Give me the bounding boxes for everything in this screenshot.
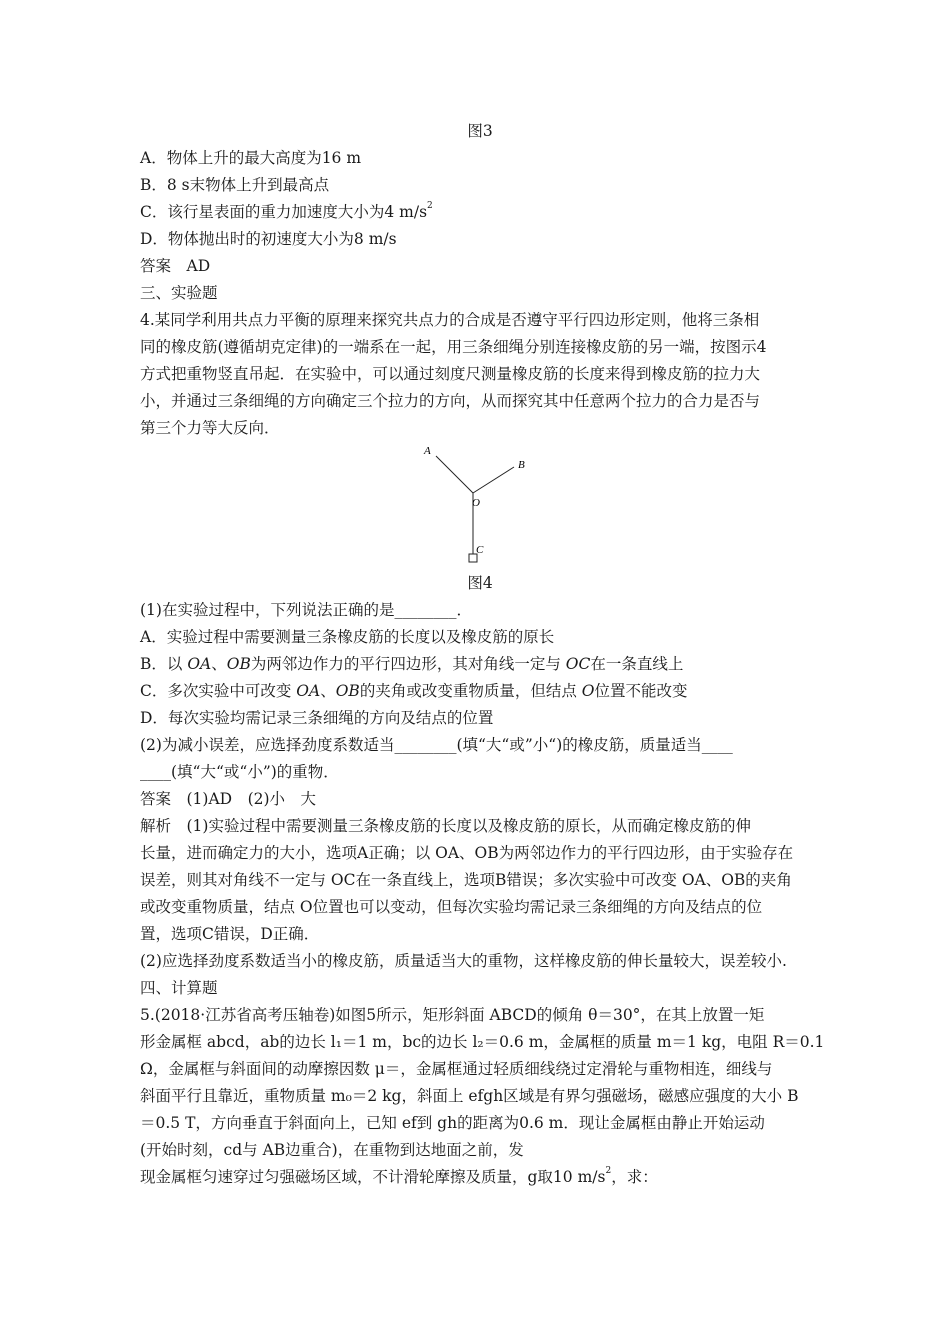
document-page bbox=[140, 118, 825, 1191]
q5-line-3: Ω，金属框与斜面间的动摩擦因数 μ＝，金属框通过轻质细线绕过定滑轮与重物相连，细线与 bbox=[140, 1060, 773, 1078]
label-b: B bbox=[518, 459, 525, 471]
figure-4-diagram bbox=[416, 442, 546, 570]
q4-analysis-line-4: 或改变重物质量，结点 O位置也可以变动，但每次实验均需记录三条细绳的方向及结点的位 bbox=[140, 898, 763, 916]
q5-line-5: ＝0.5 T，方向垂直于斜面向上，已知 ef到 gh的距离为0.6 m．现让金属框由静止开始运动 bbox=[140, 1114, 765, 1132]
q4-option-c-oa: OA bbox=[296, 682, 321, 700]
q4-analysis-line-5: 置，选项C错误，D正确． bbox=[140, 925, 320, 943]
q4-analysis-line-2: 长量，进而确定力的大小，选项A正确；以 OA、OB为两邻边作力的平行四边形，由于实验存在 bbox=[140, 844, 794, 862]
q5-line-1: 5.(2018·江苏省高考压轴卷)如图5所示，矩形斜面 ABCD的倾角 θ＝30°，在其上放置一矩 bbox=[140, 1006, 765, 1024]
q5-line-7-end: ，求： bbox=[611, 1168, 658, 1186]
q5-line-4: 斜面平行且靠近，重物质量 m₀＝2 kg，斜面上 efgh区域是有界匀强磁场，磁感应强度的大小 B bbox=[140, 1087, 799, 1105]
q3-option-c-superscript: 2 bbox=[427, 201, 433, 211]
q4-answer: 答案 (1)AD (2)小 大 bbox=[140, 790, 317, 808]
q4-option-c-text: 、 bbox=[320, 682, 336, 700]
q5-line-2: 形金属框 abcd，ab的边长 l₁＝1 m，bc的边长 l₂＝0.6 m，金属框的质量 m＝1 kg，电阻 R＝0.1 bbox=[140, 1033, 825, 1051]
q4-option-a: A．实验过程中需要测量三条橡皮筋的长度以及橡皮筋的原长 bbox=[140, 628, 555, 646]
q3-option-c-text: C．该行星表面的重力加速度大小为4 m/s bbox=[140, 203, 428, 221]
q3-answer: 答案 AD bbox=[140, 257, 211, 275]
q4-analysis-line-6: (2)应选择劲度系数适当小的橡皮筋，质量适当大的重物，这样橡皮筋的伸长量较大，误差较小. bbox=[140, 952, 787, 970]
q4-option-c-text: 位置不能改变 bbox=[594, 682, 688, 700]
string-oa bbox=[436, 456, 473, 493]
q4-option-c-ob: OB bbox=[335, 682, 360, 700]
q3-option-c bbox=[140, 199, 820, 226]
label-c: C bbox=[476, 544, 484, 556]
q4-stem-line-4: 小，并通过三条细绳的方向确定三个拉力的方向，从而探究其中任意两个拉力的合力是否与 bbox=[140, 392, 761, 410]
q4-analysis-line-1: 解析 (1)实验过程中需要测量三条橡皮筋的长度以及橡皮筋的原长，从而确定橡皮筋的伸 bbox=[140, 817, 751, 835]
figure-4-caption: 图4 bbox=[467, 574, 493, 592]
q4-option-b-text: 为两邻边作力的平行四边形，其对角线一定与 bbox=[250, 655, 566, 673]
section-3-title: 三、实验题 bbox=[140, 284, 218, 302]
q4-option-c bbox=[140, 678, 820, 705]
q4-stem-line-5: 第三个力等大反向． bbox=[140, 419, 280, 437]
q4-option-c-o: O bbox=[581, 682, 595, 700]
q4-option-b-oa: OA bbox=[187, 655, 212, 673]
q4-part-1: (1)在实验过程中，下列说法正确的是________． bbox=[140, 601, 472, 619]
q4-option-b-oc: OC bbox=[565, 655, 591, 673]
q4-option-b-text: 、 bbox=[211, 655, 227, 673]
label-a: A bbox=[424, 445, 431, 457]
q4-part-2-line-1: (2)为减小误差，应选择劲度系数适当________(填“大“或”小“)的橡皮筋，质量适当____ bbox=[140, 736, 733, 754]
string-ob bbox=[473, 467, 514, 493]
q4-stem-line-3: 方式把重物竖直吊起．在实验中，可以通过刻度尺测量橡皮筋的长度来得到橡皮筋的拉力大 bbox=[140, 365, 761, 383]
q5-line-6: (开始时刻，cd与 AB边重合)，在重物到达地面之前，发 bbox=[140, 1141, 524, 1159]
q4-option-b-text: 在一条直线上 bbox=[590, 655, 684, 673]
section-4-title: 四、计算题 bbox=[140, 979, 218, 997]
q4-option-c-text: 的夹角或改变重物质量，但结点 bbox=[359, 682, 582, 700]
label-o: O bbox=[472, 497, 480, 509]
q4-option-b-text: B．以 bbox=[140, 655, 188, 673]
figure-4 bbox=[140, 442, 820, 570]
q4-part-2-line-2: ____(填“大“或“小”)的重物． bbox=[140, 763, 339, 781]
q4-option-c-text: C．多次实验中可改变 bbox=[140, 682, 297, 700]
q5-line-7 bbox=[140, 1164, 820, 1191]
q5-line-7-superscript: 2 bbox=[605, 1166, 612, 1176]
q4-option-b bbox=[140, 651, 820, 678]
q4-option-d: D．每次实验均需记录三条细绳的方向及结点的位置 bbox=[140, 709, 494, 727]
q3-option-d: D．物体抛出时的初速度大小为8 m/s bbox=[140, 230, 397, 248]
q4-option-b-ob: OB bbox=[226, 655, 251, 673]
figure-3-caption: 图3 bbox=[467, 122, 493, 140]
q5-line-7-text: 现金属框匀速穿过匀强磁场区域，不计滑轮摩擦及质量，g取10 m/s bbox=[140, 1168, 606, 1186]
q4-stem-line-1: 4.某同学利用共点力平衡的原理来探究共点力的合成是否遵守平行四边形定则，他将三条相 bbox=[140, 311, 760, 329]
q3-option-b: B．8 s末物体上升到最高点 bbox=[140, 176, 330, 194]
q4-analysis-line-3: 误差，则其对角线不一定与 OC在一条直线上，选项B错误；多次实验中可改变 OA、OB的夹角 bbox=[140, 871, 792, 889]
q4-stem-line-2: 同的橡皮筋(遵循胡克定律)的一端系在一起，用三条细绳分别连接橡皮筋的另一端，按图示4 bbox=[140, 338, 767, 356]
q3-option-a: A．物体上升的最大高度为16 m bbox=[140, 149, 362, 167]
